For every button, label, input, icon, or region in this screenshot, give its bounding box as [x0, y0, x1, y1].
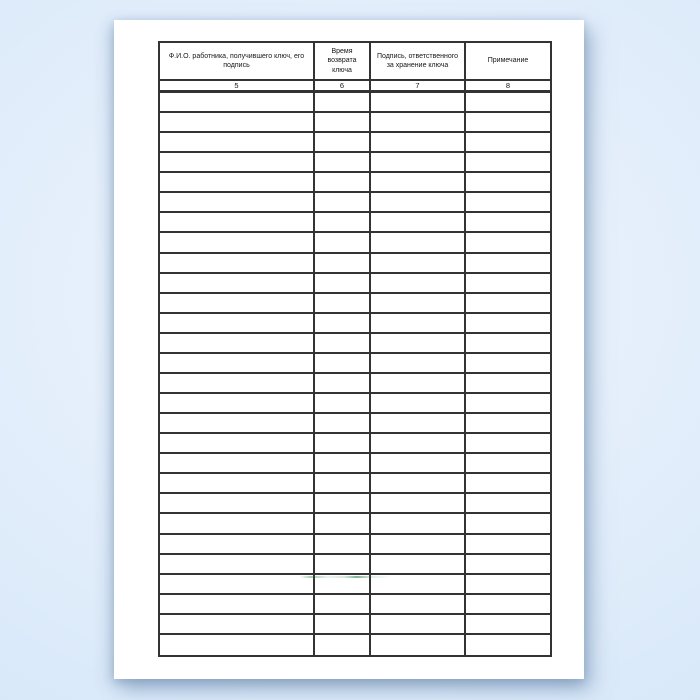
- empty-cell: [466, 193, 550, 213]
- key-log-table: [158, 41, 552, 657]
- empty-cell: [160, 514, 315, 534]
- empty-cell: [466, 93, 550, 113]
- empty-cell: [466, 374, 550, 394]
- column-number-7: 7: [371, 81, 466, 93]
- empty-cell: [371, 414, 466, 434]
- empty-cell: [160, 213, 315, 233]
- empty-cell: [315, 354, 371, 374]
- empty-cell: [160, 193, 315, 213]
- empty-cell: [315, 394, 371, 414]
- empty-cell: [160, 153, 315, 173]
- empty-cell: [160, 474, 315, 494]
- empty-cell: [466, 414, 550, 434]
- empty-cell: [371, 454, 466, 474]
- empty-cell: [160, 454, 315, 474]
- empty-cell: [466, 354, 550, 374]
- empty-cell: [315, 575, 371, 595]
- column-header-note: Примечание: [466, 43, 550, 81]
- empty-cell: [160, 535, 315, 555]
- empty-cell: [466, 314, 550, 334]
- empty-cell: [466, 153, 550, 173]
- column-number-6: 6: [315, 81, 371, 93]
- empty-cell: [160, 555, 315, 575]
- empty-cell: [466, 113, 550, 133]
- empty-cell: [315, 173, 371, 193]
- column-number-8: 8: [466, 81, 550, 93]
- empty-cell: [466, 514, 550, 534]
- empty-cell: [371, 434, 466, 454]
- empty-cell: [371, 93, 466, 113]
- empty-cell: [315, 514, 371, 534]
- empty-cell: [371, 615, 466, 635]
- empty-cell: [315, 555, 371, 575]
- empty-cell: [371, 334, 466, 354]
- empty-cell: [315, 274, 371, 294]
- empty-cell: [371, 595, 466, 615]
- empty-cell: [466, 535, 550, 555]
- empty-cell: [160, 314, 315, 334]
- empty-cell: [315, 474, 371, 494]
- empty-cell: [160, 233, 315, 253]
- empty-cell: [315, 314, 371, 334]
- empty-cell: [160, 93, 315, 113]
- empty-cell: [315, 294, 371, 314]
- empty-cell: [315, 113, 371, 133]
- empty-cell: [466, 173, 550, 193]
- empty-cell: [466, 434, 550, 454]
- empty-cell: [466, 575, 550, 595]
- empty-cell: [466, 595, 550, 615]
- empty-cell: [371, 133, 466, 153]
- empty-cell: [371, 635, 466, 655]
- empty-cell: [315, 93, 371, 113]
- empty-cell: [160, 595, 315, 615]
- empty-cell: [466, 474, 550, 494]
- empty-cell: [160, 173, 315, 193]
- empty-cell: [160, 254, 315, 274]
- empty-cell: [160, 133, 315, 153]
- empty-cell: [466, 213, 550, 233]
- column-header-responsible-signature: Подпись, ответственного за хранение ключа: [371, 43, 466, 81]
- empty-cell: [315, 615, 371, 635]
- empty-cell: [315, 233, 371, 253]
- empty-cell: [315, 635, 371, 655]
- empty-cell: [371, 233, 466, 253]
- empty-cell: [371, 474, 466, 494]
- empty-cell: [371, 575, 466, 595]
- column-header-employee-name-signature: Ф.И.О. работника, получившего ключ, его подпись: [160, 43, 315, 81]
- empty-cell: [466, 555, 550, 575]
- empty-cell: [371, 113, 466, 133]
- empty-cell: [315, 133, 371, 153]
- empty-cell: [371, 394, 466, 414]
- empty-cell: [160, 274, 315, 294]
- empty-cell: [371, 274, 466, 294]
- empty-cell: [160, 294, 315, 314]
- empty-cell: [315, 535, 371, 555]
- empty-cell: [466, 334, 550, 354]
- empty-cell: [371, 374, 466, 394]
- empty-cell: [371, 294, 466, 314]
- empty-cell: [371, 514, 466, 534]
- empty-cell: [371, 173, 466, 193]
- empty-cell: [371, 213, 466, 233]
- empty-cell: [160, 113, 315, 133]
- empty-cell: [371, 494, 466, 514]
- empty-cell: [160, 414, 315, 434]
- empty-cell: [466, 615, 550, 635]
- empty-cell: [466, 394, 550, 414]
- empty-cell: [160, 494, 315, 514]
- document-page: [114, 20, 584, 679]
- empty-cell: [160, 354, 315, 374]
- empty-cell: [371, 314, 466, 334]
- column-number-5: 5: [160, 81, 315, 93]
- empty-cell: [371, 254, 466, 274]
- empty-cell: [466, 635, 550, 655]
- empty-cell: [160, 334, 315, 354]
- empty-cell: [466, 454, 550, 474]
- empty-cell: [160, 374, 315, 394]
- empty-cell: [466, 233, 550, 253]
- empty-cell: [315, 254, 371, 274]
- empty-cell: [371, 193, 466, 213]
- empty-cell: [371, 354, 466, 374]
- empty-cell: [160, 575, 315, 595]
- empty-cell: [315, 374, 371, 394]
- empty-cell: [315, 434, 371, 454]
- empty-cell: [315, 193, 371, 213]
- column-header-key-return-time: Время возврата ключа: [315, 43, 371, 81]
- empty-cell: [466, 133, 550, 153]
- empty-cell: [466, 274, 550, 294]
- empty-cell: [160, 635, 315, 655]
- empty-cell: [371, 153, 466, 173]
- empty-cell: [315, 454, 371, 474]
- empty-cell: [160, 434, 315, 454]
- empty-cell: [466, 494, 550, 514]
- empty-cell: [160, 615, 315, 635]
- empty-cell: [315, 213, 371, 233]
- empty-cell: [466, 294, 550, 314]
- empty-cell: [315, 414, 371, 434]
- empty-cell: [466, 254, 550, 274]
- empty-cell: [160, 394, 315, 414]
- empty-cell: [315, 595, 371, 615]
- empty-cell: [315, 153, 371, 173]
- empty-cell: [371, 555, 466, 575]
- empty-cell: [315, 494, 371, 514]
- empty-cell: [315, 334, 371, 354]
- empty-cell: [371, 535, 466, 555]
